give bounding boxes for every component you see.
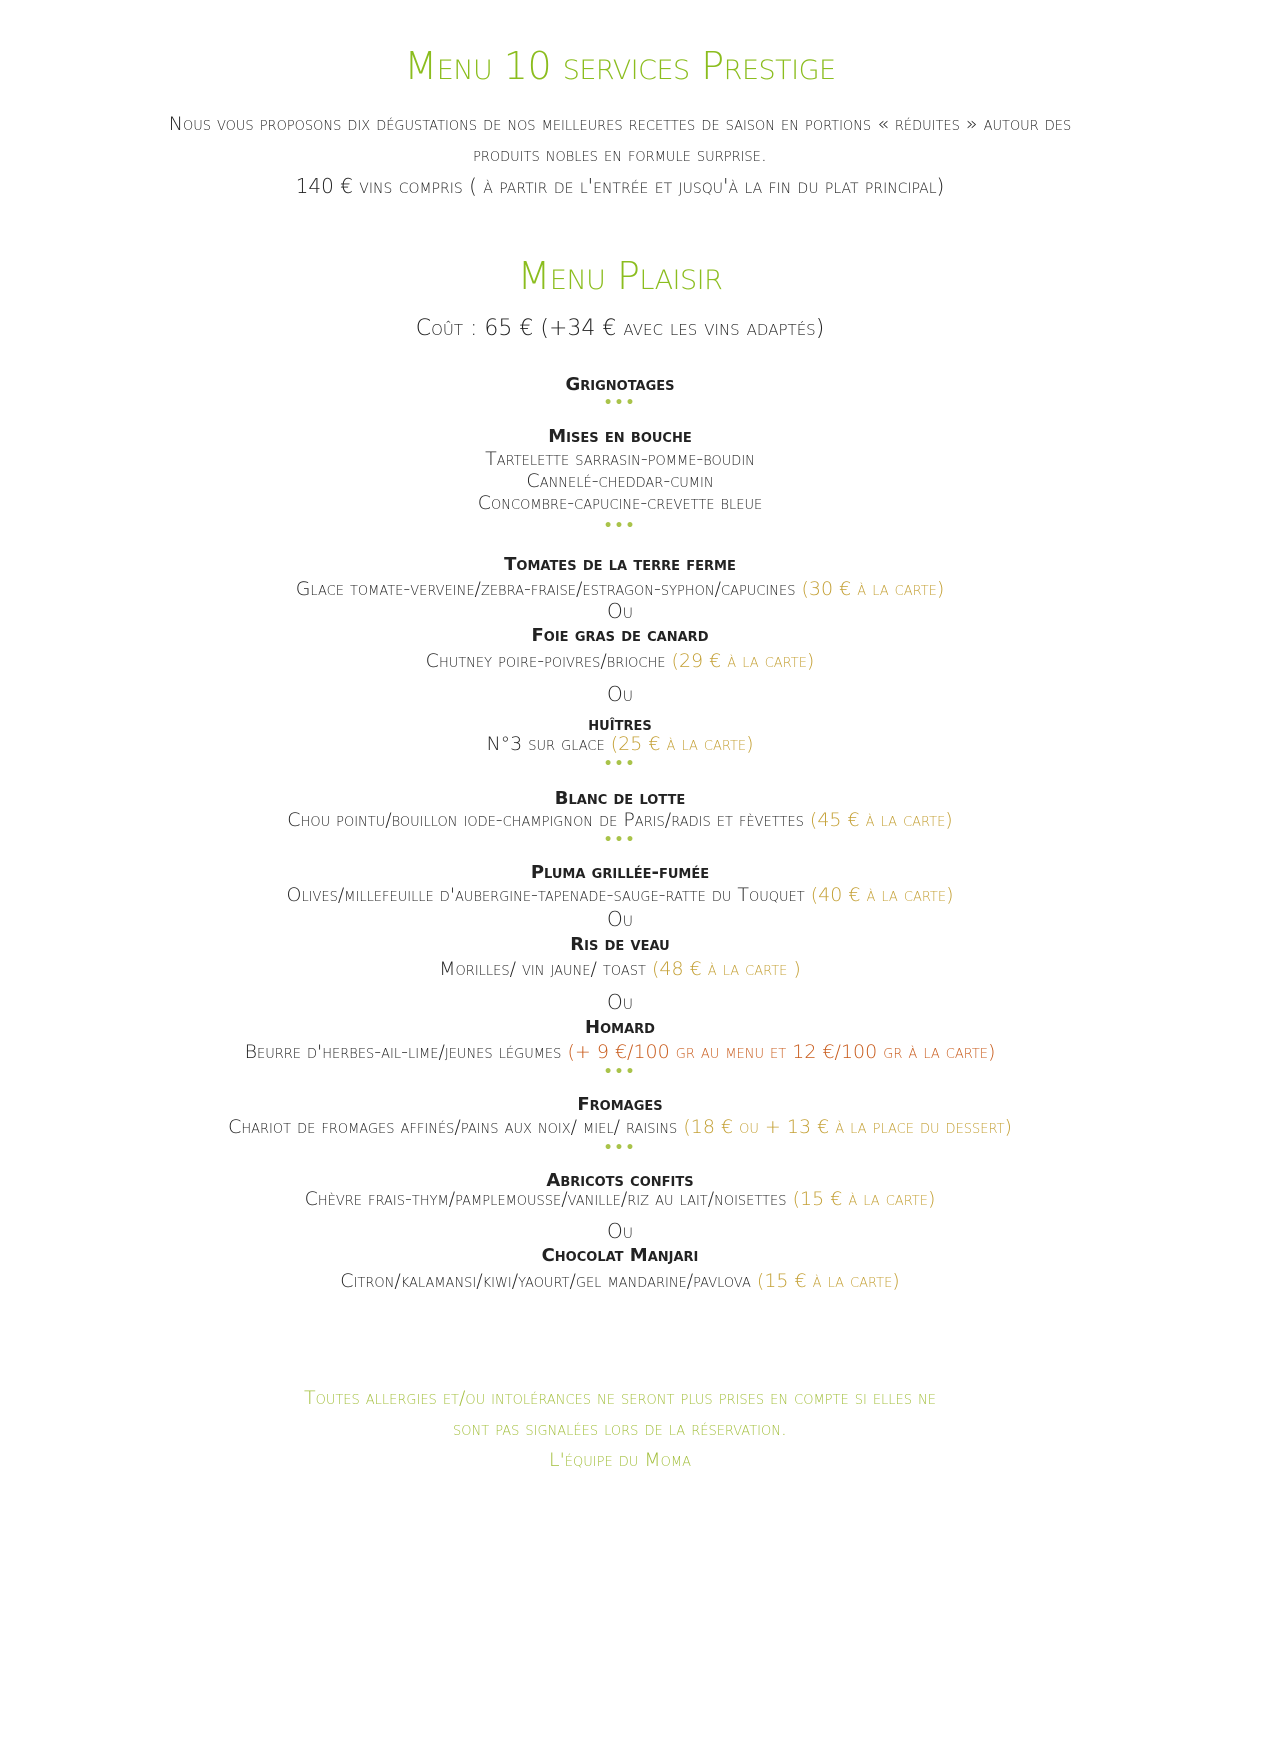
prestige-title: Menu 10 services Prestige [404,44,836,88]
pluma-heading: Pluma grillée-fumée [530,862,710,883]
homard-price: (+ 9 €/100 gr au menu et 12 €/100 gr à la carte) [567,1041,996,1063]
fromages-line [0,1116,1240,1138]
allergy-line2: sont pas signalées lors de la réservation. [453,1418,787,1440]
prestige-intro-line3: 140 € vins compris ( à partir de l'entrée et jusqu'à la fin du plat principal) [295,174,945,198]
mises-item: Cannelé-cheddar-cumin [526,470,714,492]
fromages-price: (18 € ou + 13 € à la place du dessert) [683,1116,1012,1138]
mises-item: Tartelette sarrasin-pomme-boudin [485,448,755,470]
huitres-line [0,733,1240,755]
abricots-desc: Chèvre frais-thym/pamplemousse/vanille/riz au lait/noisettes [304,1188,787,1210]
separator: ••• [603,756,637,772]
chocolat-line [0,1270,1240,1292]
foie-desc: Chutney poire-poivres/brioche [425,650,666,672]
or-label: Ou [607,599,633,623]
tomates-line [0,578,1240,600]
plaisir-cost: Coût : 65 € (+34 € avec les vins adaptés) [415,316,825,341]
abricots-line [0,1188,1240,1210]
mises-heading: Mises en bouche [548,426,692,447]
separator: ••• [603,395,637,411]
huitres-desc: N°3 sur glace [486,733,605,755]
grignotages-heading: Grignotages [565,374,675,395]
lotte-price: (45 € à la carte) [809,809,953,831]
pluma-price: (40 € à la carte) [810,884,954,906]
fromages-heading: Fromages [577,1094,663,1115]
homard-line [0,1041,1240,1063]
pluma-line [0,884,1240,906]
or-label: Ou [607,1219,633,1243]
chocolat-heading: Chocolat Manjari [541,1245,699,1266]
or-label: Ou [607,682,633,706]
tomates-heading: Tomates de la terre ferme [504,554,736,575]
prestige-intro-line1: Nous vous proposons dix dégustations de nos meilleures recettes de saison en portions « réduites » autour des [168,113,1072,135]
fromages-desc: Chariot de fromages affinés/pains aux noix/ miel/ raisins [228,1116,678,1138]
lotte-line [0,809,1240,831]
abricots-heading: Abricots confits [546,1170,694,1191]
lotte-desc: Chou pointu/bouillon iode-champignon de Paris/radis et fèvettes [287,809,804,831]
or-label: Ou [607,990,633,1014]
homard-heading: Homard [585,1017,655,1038]
prestige-intro-line2: produits nobles en formule surprise. [473,144,767,166]
tomates-price: (30 € à la carte) [801,578,945,600]
foie-price: (29 € à la carte) [671,650,815,672]
ris-line [0,958,1240,980]
separator: ••• [603,1140,637,1156]
tomates-desc: Glace tomate-verveine/zebra-fraise/estragon-syphon/capucines [295,578,796,600]
ris-desc: Morilles/ vin jaune/ toast [439,958,646,980]
pluma-desc: Olives/millefeuille d'aubergine-tapenade-sauge-ratte du Touquet [286,884,805,906]
lotte-heading: Blanc de lotte [554,788,686,809]
prestige-intro [110,109,1130,202]
ris-price: (48 € à la carte ) [652,958,801,980]
ris-heading: Ris de veau [570,934,670,955]
plaisir-title: Menu Plaisir [517,254,723,298]
allergy-line1: Toutes allergies et/ou intolérances ne seront plus prises en compte si elles ne [303,1387,936,1409]
chocolat-price: (15 € à la carte) [756,1270,900,1292]
team-signature: L'équipe du Moma [549,1449,691,1471]
foie-line [0,650,1240,672]
allergy-notice [0,1383,1240,1476]
or-label: Ou [607,907,633,931]
foie-heading: Foie gras de canard [531,625,709,646]
separator: ••• [603,832,637,848]
huitres-heading: huîtres [588,714,652,735]
chocolat-desc: Citron/kalamansi/kiwi/yaourt/gel mandarine/pavlova [340,1270,751,1292]
huitres-price: (25 € à la carte) [610,733,754,755]
separator: ••• [603,518,637,534]
homard-desc: Beurre d'herbes-ail-lime/jeunes légumes [244,1041,562,1063]
mises-item: Concombre-capucine-crevette bleue [477,492,763,514]
abricots-price: (15 € à la carte) [792,1188,936,1210]
separator: ••• [603,1064,637,1080]
